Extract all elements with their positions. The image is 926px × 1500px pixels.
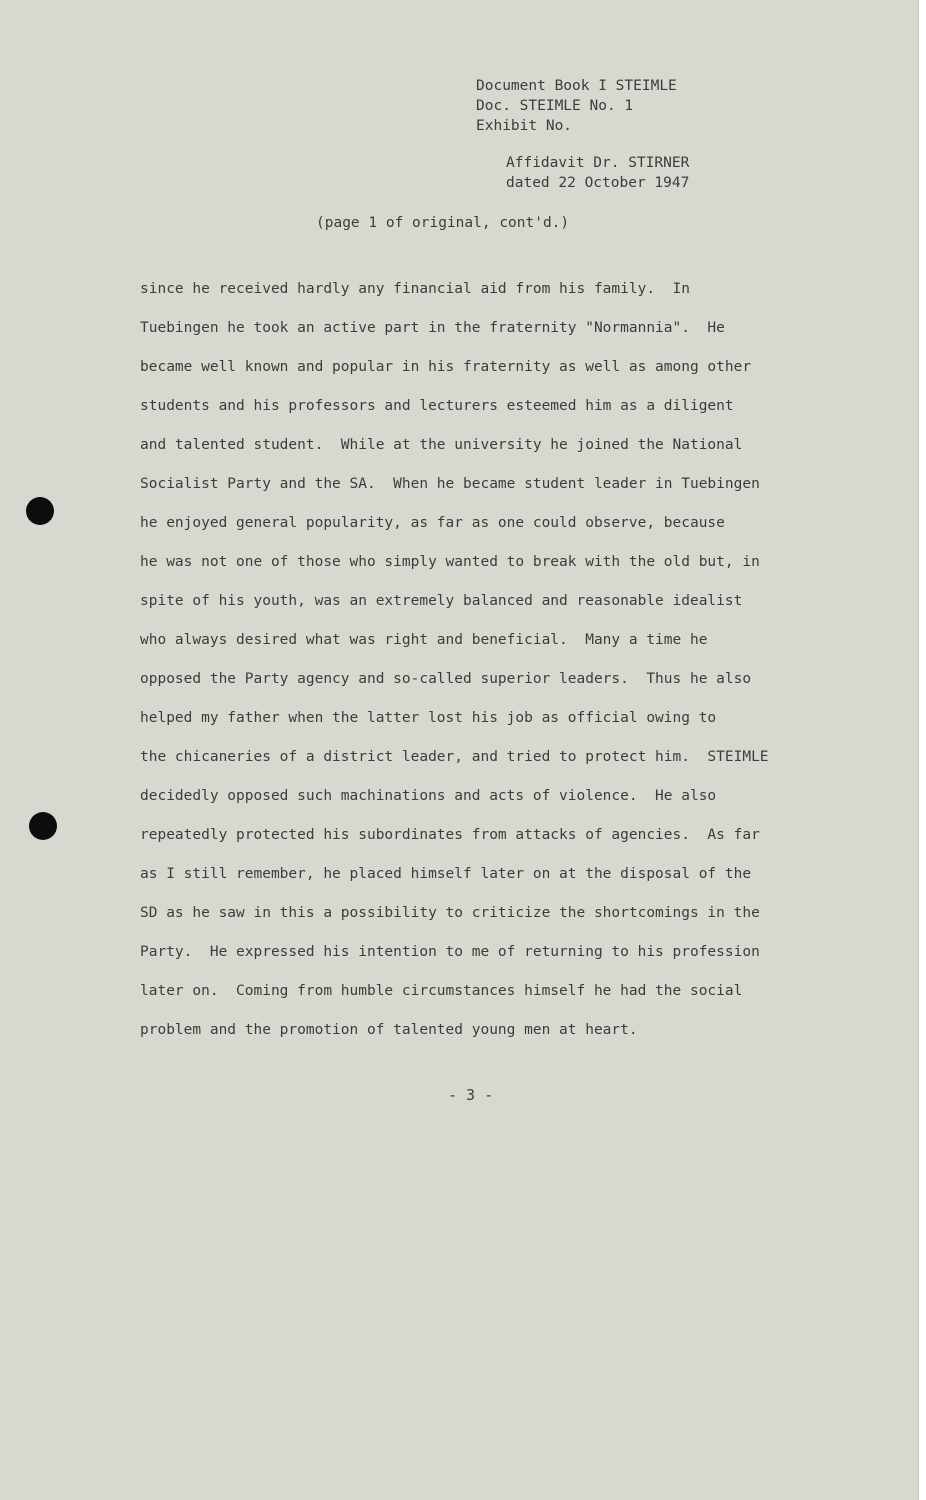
punch-hole <box>29 812 57 840</box>
body-line: spite of his youth, was an extremely balanced and reasonable idealist <box>140 593 743 609</box>
body-line: Party. He expressed his intention to me of returning to his profession <box>140 944 760 960</box>
body-line: Tuebingen he took an active part in the fraternity "Normannia". He <box>140 320 725 336</box>
body-line: decidedly opposed such machinations and acts of violence. He also <box>140 788 717 804</box>
body-line: became well known and popular in his fraternity as well as among other <box>140 359 752 375</box>
page-number: - 3 - <box>448 1086 494 1104</box>
body-line: and talented student. While at the university he joined the National <box>140 437 743 453</box>
document-number-line: Doc. STEIMLE No. 1 <box>476 98 634 114</box>
body-line: helped my father when the latter lost his job as official owing to <box>140 710 717 726</box>
body-line: who always desired what was right and beneficial. Many a time he <box>140 632 708 648</box>
body-line: SD as he saw in this a possibility to criticize the shortcomings in the <box>140 905 760 921</box>
affidavit-title-line: Affidavit Dr. STIRNER <box>506 155 690 171</box>
body-line: since he received hardly any financial aid from his family. In <box>140 281 690 297</box>
body-text <box>140 270 860 1050</box>
body-line: he was not one of those who simply wanted to break with the old but, in <box>140 554 760 570</box>
exhibit-number-line: Exhibit No. <box>476 118 573 134</box>
body-line: problem and the promotion of talented young men at heart. <box>140 1022 638 1038</box>
affidavit-date-line: dated 22 October 1947 <box>506 175 690 191</box>
document-book-line: Document Book I STEIMLE <box>476 78 677 94</box>
document-reference-header <box>476 76 677 136</box>
body-line: opposed the Party agency and so-called superior leaders. Thus he also <box>140 671 752 687</box>
body-line: later on. Coming from humble circumstances himself he had the social <box>140 983 743 999</box>
body-line: the chicaneries of a district leader, and tried to protect him. STEIMLE <box>140 749 769 765</box>
body-line: students and his professors and lecturers esteemed him as a diligent <box>140 398 734 414</box>
body-line: as I still remember, he placed himself later on at the disposal of the <box>140 866 752 882</box>
punch-hole <box>26 497 54 525</box>
body-line: he enjoyed general popularity, as far as one could observe, because <box>140 515 725 531</box>
affidavit-header <box>506 153 689 193</box>
body-line: repeatedly protected his subordinates from attacks of agencies. As far <box>140 827 760 843</box>
body-line: Socialist Party and the SA. When he became student leader in Tuebingen <box>140 476 760 492</box>
page-note: (page 1 of original, cont'd.) <box>316 215 570 231</box>
